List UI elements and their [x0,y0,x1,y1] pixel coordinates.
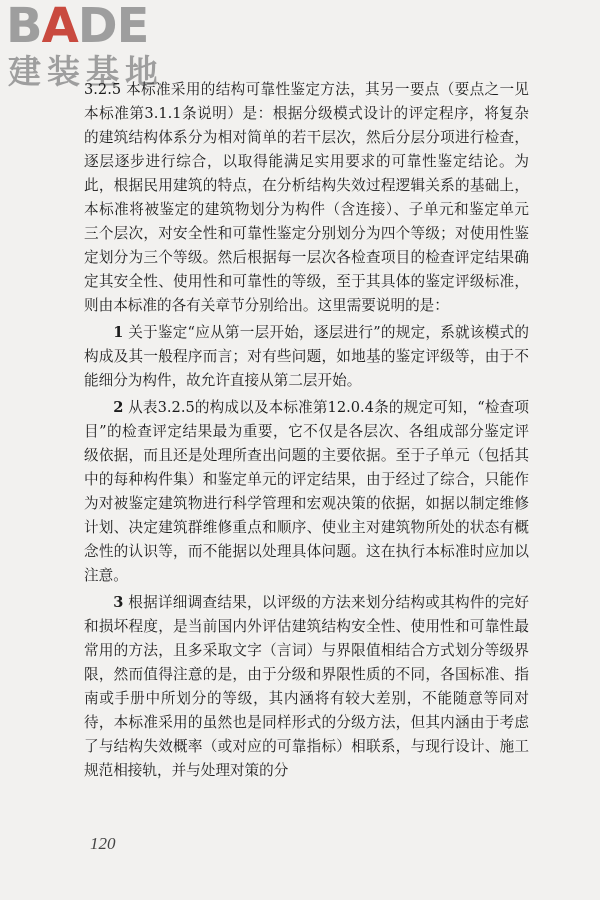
paragraph-item-3 [84,591,529,783]
page-body [84,78,529,783]
paragraph-text: 关于鉴定“应从第一层开始，逐层进行”的规定，系就该模式的构成及其一般程序而言；对有些问题，如地基的鉴定评级等，由于不能细分为构件，故允许直接从第二层开始。 [84,324,529,389]
paragraph-intro [84,78,529,318]
logo-letter-a: A [41,0,78,54]
paragraph-text: 从表3.2.5的构成以及本标准第12.0.4条的规定可知，“检查项目”的检查评定结果最为重要，它不仅是各层次、各组成部分鉴定评级依据，而且还是处理所查出问题的主要依据。至于子单元（包括其中的每种构件集）和鉴定单元的评定结果，由于经过了综合，只能作为对被鉴定建筑物进行科学管理和宏观决策的依据，如据以制定维修计划、决定建筑群维修重点和顺序、使业主对建筑物所处的状态有概念性的认识等，而不能据以处理具体问题。这在执行本标准时应加以注意。 [84,399,529,584]
item-number: 3 [113,594,124,611]
logo-letters-de: DE [77,0,149,54]
paragraph-item-2 [84,396,529,588]
logo-wordmark [6,0,148,54]
paragraph-text: 根据详细调查结果，以评级的方法来划分结构或其构件的完好和损坏程度，是当前国内外评估建筑结构安全性、使用性和可靠性最常用的方法，且多采取文字（言词）与界限值相结合方式划分等级界限，然而值得注意的是，由于分级和界限性质的不同，各国标准、指南或手册中所划分的等级，其内涵将有较大差别，不能随意等同对待，本标准采用的虽然也是同样形式的分级方法，但其内涵由于考虑了与结构失效概率（或对应的可靠指标）相联系，与现行设计、施工规范相接轨，并与处理对策的分 [84,594,529,779]
logo-letters-b: B [6,0,42,54]
paragraph-text: 3.2.5 本标准采用的结构可靠性鉴定方法，其另一要点（要点之一见本标准第3.1.1条说明）是：根据分级模式设计的评定程序，将复杂的建筑结构体系分为相对简单的若干层次，然后分层分项进行检查，逐层逐步进行综合，以取得能满足实用要求的可靠性鉴定结论。为此，根据民用建筑的特点，在分析结构失效过程逻辑关系的基础上，本标准将被鉴定的建筑物划分为构件（含连接）、子单元和鉴定单元三个层次，对安全性和可靠性鉴定分别划分为四个等级；对使用性鉴定划分为三个等级。然后根据每一层次各检查项目的检查评定结果确定其安全性、使用性和可靠性的等级，至于其具体的鉴定评级标准，则由本标准的各有关章节分别给出。这里需要说明的是： [84,81,529,314]
page-number: 120 [90,834,116,853]
paragraph-item-1 [84,321,529,393]
logo-subtitle: 建装基地 [8,52,164,91]
item-number: 1 [113,324,124,341]
item-number: 2 [113,399,124,416]
